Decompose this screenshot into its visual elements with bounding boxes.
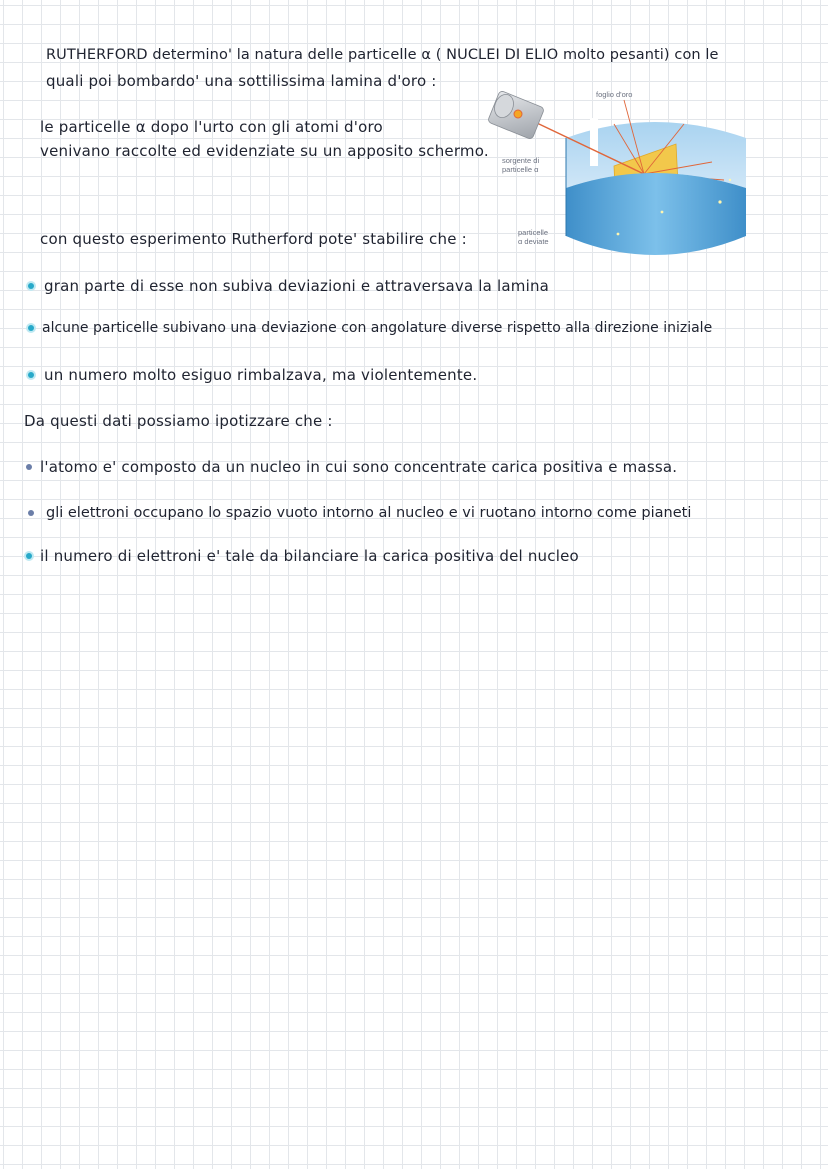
rutherford-figure: [484, 84, 746, 256]
screen-slit: [590, 118, 598, 166]
label-deflected-line-1: particelle: [518, 228, 549, 237]
intro-line-2: quali poi bombardo' una sottilissima lamina d'oro :: [46, 72, 437, 90]
label-deflected-line-2: α deviate: [518, 237, 549, 246]
bullet-dot: [28, 325, 34, 331]
screen-front-band: [566, 173, 746, 255]
hypothesis-bullet-3: il numero di elettroni e' tale da bilanciare la carica positiva del nucleo: [40, 547, 579, 565]
intro-line-4: venivano raccolte ed evidenziate su un apposito schermo.: [40, 142, 489, 160]
bullet-dot: [28, 510, 34, 516]
hypothesis-heading: Da questi dati possiamo ipotizzare che :: [24, 412, 333, 430]
experiment-bullet-3: un numero molto esiguo rimbalzava, ma violentemente.: [44, 366, 478, 384]
intro-line-3: le particelle α dopo l'urto con gli atomi d'oro: [40, 118, 383, 136]
label-gold-foil: foglio d'oro: [596, 90, 633, 99]
experiment-bullet-1: gran parte di esse non subiva deviazioni e attraversava la lamina: [44, 277, 550, 295]
alpha-source-device: [487, 90, 544, 140]
experiment-bullet-2: alcune particelle subivano una deviazione con angolature diverse rispetto alla direzione iniziale: [42, 320, 713, 336]
hypothesis-bullet-1: l'atomo e' composto da un nucleo in cui sono concentrate carica positiva e massa.: [40, 458, 678, 476]
intro-line-1: RUTHERFORD determino' la natura delle particelle α ( NUCLEI DI ELIO molto pesanti) con le: [46, 47, 719, 63]
label-source-line-2: particelle α: [502, 165, 539, 174]
bullet-dot: [26, 553, 32, 559]
hypothesis-bullet-2: gli elettroni occupano lo spazio vuoto intorno al nucleo e vi ruotano intorno come pianeti: [46, 505, 692, 521]
bullet-dot: [26, 464, 32, 470]
bullet-dot: [28, 283, 34, 289]
experiment-heading: con questo esperimento Rutherford pote' stabilire che :: [40, 230, 467, 248]
label-source-line-1: sorgente di: [502, 156, 540, 165]
bullet-dot: [28, 372, 34, 378]
